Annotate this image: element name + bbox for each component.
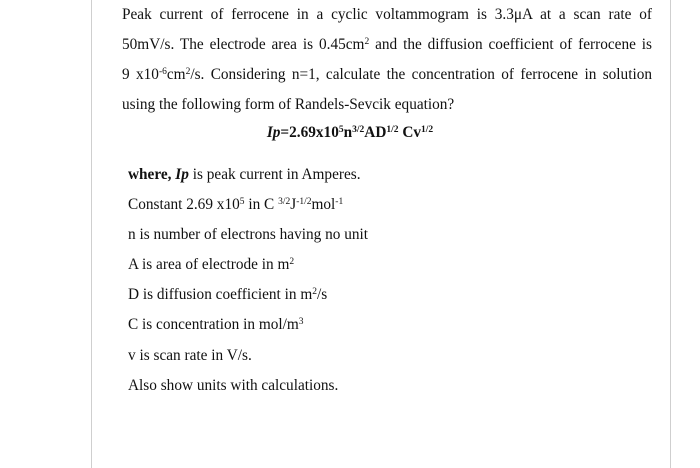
def-constant: Constant 2.69 $x10^5$ in C $^{3/2}J^{-1/2}mol^{-1}$: [128, 196, 344, 214]
problem-line-4: using the following form of Randels-Sevcik equation?: [122, 96, 455, 113]
problem-line-1: Peak current of ferrocene in a cyclic voltammogram is 3.3μA at a scan rate of: [122, 6, 652, 23]
problem-statement: [122, 0, 652, 120]
def-n: n is number of electrons having no unit: [128, 226, 369, 244]
def-c: C is concentration in mol/$m^3$: [128, 316, 304, 334]
units-note: Also show units with calculations.: [128, 376, 339, 394]
randles-sevcik-equation: $Ip=2.69x10^5n^{3/2}AD^{1/2}$ $Cv^{1/2}$: [266, 124, 434, 141]
right-margin-panel: [670, 0, 700, 468]
problem-line-2: 50mV/s. The electrode area is $0.45cm^2$ and the diffusion coefficient of ferrocene is: [122, 36, 652, 53]
def-where: where, Ip is peak current in Amperes.: [128, 166, 361, 183]
def-a: A is area of electrode in $m^2$: [128, 256, 295, 274]
def-d: D is diffusion coefficient in $m^2/s$: [128, 286, 328, 304]
left-margin-panel: [0, 0, 92, 468]
problem-line-3: 9 $x10^{-6}cm^2/s$. Considering n=1, calculate the concentration of ferrocene in solution: [122, 66, 652, 83]
definitions-list: [128, 160, 628, 401]
def-v: v is scan rate in V/s.: [128, 346, 252, 364]
